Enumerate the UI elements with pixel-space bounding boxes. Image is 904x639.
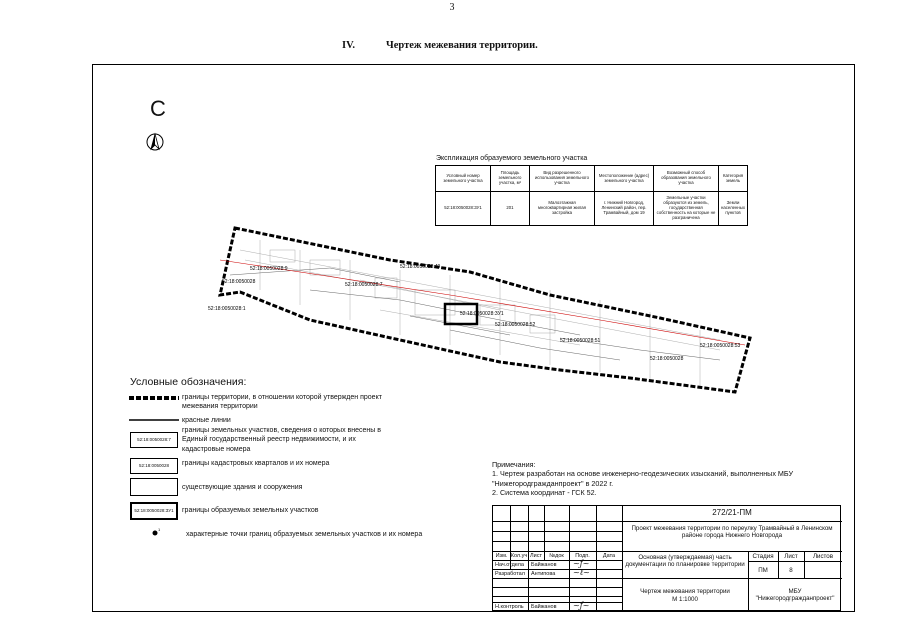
drawing-scale: М 1:1000 bbox=[672, 596, 698, 603]
legend-symbol-territory-boundary bbox=[128, 394, 180, 402]
sheets-label: Листов bbox=[812, 553, 834, 560]
explication-cell: Земельные участки образуются из земель, государственная собственность на которые не разграничена bbox=[654, 192, 719, 226]
sheet-label: Лист bbox=[784, 553, 798, 560]
legend-text: красные линии bbox=[182, 417, 231, 424]
stamp-name: Байжанов bbox=[531, 562, 557, 568]
site-plan-detail bbox=[220, 228, 750, 392]
sheet-value: 8 bbox=[789, 567, 793, 574]
legend-symbol-red-line bbox=[128, 418, 180, 422]
parcel-label: 52:18:0050028:49 bbox=[400, 264, 441, 270]
legend-text: границы территории, в отношении которой утвержден проект межевания территории bbox=[182, 394, 382, 411]
explication-cell: 201 bbox=[491, 192, 530, 226]
stamp-col: Кол.уч bbox=[510, 553, 528, 559]
notes-line: 2. Система координат - ГСК 52. bbox=[492, 488, 597, 498]
parcel-label: 52:18:0050028:52 bbox=[495, 322, 536, 328]
explication-header: Местоположение (адрес) земельного участка bbox=[595, 166, 654, 192]
notes-line: 1. Чертеж разработан на основе инженерно-геодезических изысканий, выполненных МБУ bbox=[492, 469, 794, 479]
section-title: Чертеж межевания территории. bbox=[386, 40, 538, 51]
stamp-role: Разработал bbox=[495, 571, 525, 577]
project-code: 272/21-ПМ bbox=[712, 508, 752, 517]
section-heading bbox=[342, 40, 538, 51]
legend-text: границы земельных участков, сведения о которых внесены в Единый государственный реестр недвижимости, и их кадастровые номера bbox=[182, 427, 381, 453]
legend-box: 52:18:0050028:7 bbox=[130, 432, 178, 448]
parcel-label: 52:18:0050028:1 bbox=[208, 306, 246, 312]
page-number: 3 bbox=[449, 2, 455, 13]
signature: ~ℓ~ bbox=[573, 568, 590, 577]
explication-cell: Земли населенных пунктов bbox=[719, 192, 748, 226]
legend-text: характерные точки границ образуемых земельных участков и их номера bbox=[186, 531, 423, 538]
section-number: IV. bbox=[342, 40, 355, 51]
svg-text:1: 1 bbox=[158, 527, 161, 532]
parcel-label: 52:18:0050028:7 bbox=[345, 282, 383, 288]
parcel-label: 52:18:0050028:ЗУ1 bbox=[460, 311, 504, 317]
stamp-col: Дата bbox=[602, 553, 616, 559]
explication-cell: 52:18:0050028:ЗУ1 bbox=[436, 192, 491, 226]
drawing-title: Чертеж межевания территории bbox=[640, 588, 730, 595]
parcel-label: 52:18:0050028:51 bbox=[560, 338, 601, 344]
stage-value: ПМ bbox=[758, 567, 768, 574]
legend-box: 52:18:0050028:ЗУ1 bbox=[130, 502, 178, 520]
parcel-label: 52:18:0050028 bbox=[650, 356, 684, 362]
explication-title: Экспликация образуемого земельного участка bbox=[436, 155, 588, 162]
stamp-col: Подп. bbox=[575, 553, 590, 559]
explication-table bbox=[435, 165, 748, 226]
characteristic-point-icon bbox=[150, 526, 162, 538]
signature: ~ƒ~ bbox=[573, 601, 590, 610]
explication-cell: г. Нижний Новгород, Ленинский район, пер. Трамвайный, дом 19 bbox=[595, 192, 654, 226]
north-arrow-icon bbox=[145, 132, 165, 157]
stamp-col: Лист bbox=[530, 553, 542, 559]
explication-header: Площадь земельного участка, м² bbox=[491, 166, 530, 192]
north-letter: С bbox=[150, 96, 166, 121]
stamp-role: Нач.отдела bbox=[495, 562, 524, 568]
parcel-label: 52:18:0050028:53 bbox=[700, 343, 741, 349]
stamp-col: Изм. bbox=[495, 553, 508, 559]
explication-cell: Малоэтажная многоквартирная жилая застройка bbox=[530, 192, 595, 226]
explication-header: Условный номер земельного участка bbox=[436, 166, 491, 192]
stamp-name: Антипова bbox=[531, 571, 556, 577]
legend-box: 52:18:0050028 bbox=[130, 458, 178, 474]
notes-title: Примечания: bbox=[492, 460, 536, 469]
explication-header: Вид разрешенного использования земельного участка bbox=[530, 166, 595, 192]
legend-text: границы кадастровых кварталов и их номера bbox=[182, 460, 330, 467]
project-title: Проект межевания территории по переулку Трамвайный в Ленинском районе города Нижнего Новгорода bbox=[631, 525, 833, 540]
legend-text: существующие здания и сооружения bbox=[182, 484, 303, 491]
site-plan-labels bbox=[208, 264, 741, 362]
stamp-role: Н.контроль bbox=[495, 604, 524, 610]
notes bbox=[492, 460, 793, 497]
legend-text: границы образуемых земельных участков bbox=[182, 507, 319, 514]
stage-label: Стадия bbox=[752, 553, 774, 560]
parcel-label: 52:18:0050028 bbox=[222, 279, 256, 285]
title-block bbox=[492, 505, 841, 611]
doc-title: Основная (утверждаемая) часть документации по планировке территории bbox=[625, 554, 745, 569]
organization: МБУ "Нижегородгражданпроект" bbox=[755, 588, 835, 603]
stamp-col: №док bbox=[549, 553, 564, 559]
explication-header: Возможный способ образования земельного участка bbox=[654, 166, 719, 192]
stamp-name: Байжанов bbox=[531, 604, 557, 610]
signature: ~ƒ~ bbox=[573, 559, 590, 568]
legend-title: Условные обозначения: bbox=[130, 376, 247, 388]
site-plan bbox=[200, 220, 760, 410]
legend-box-building bbox=[130, 478, 178, 496]
notes-line: "Нижегородгражданпроект" в 2022 г. bbox=[492, 478, 614, 488]
parcel-label: 52:18:0050028:9 bbox=[250, 266, 288, 272]
explication-header: Категория земель bbox=[719, 166, 748, 192]
